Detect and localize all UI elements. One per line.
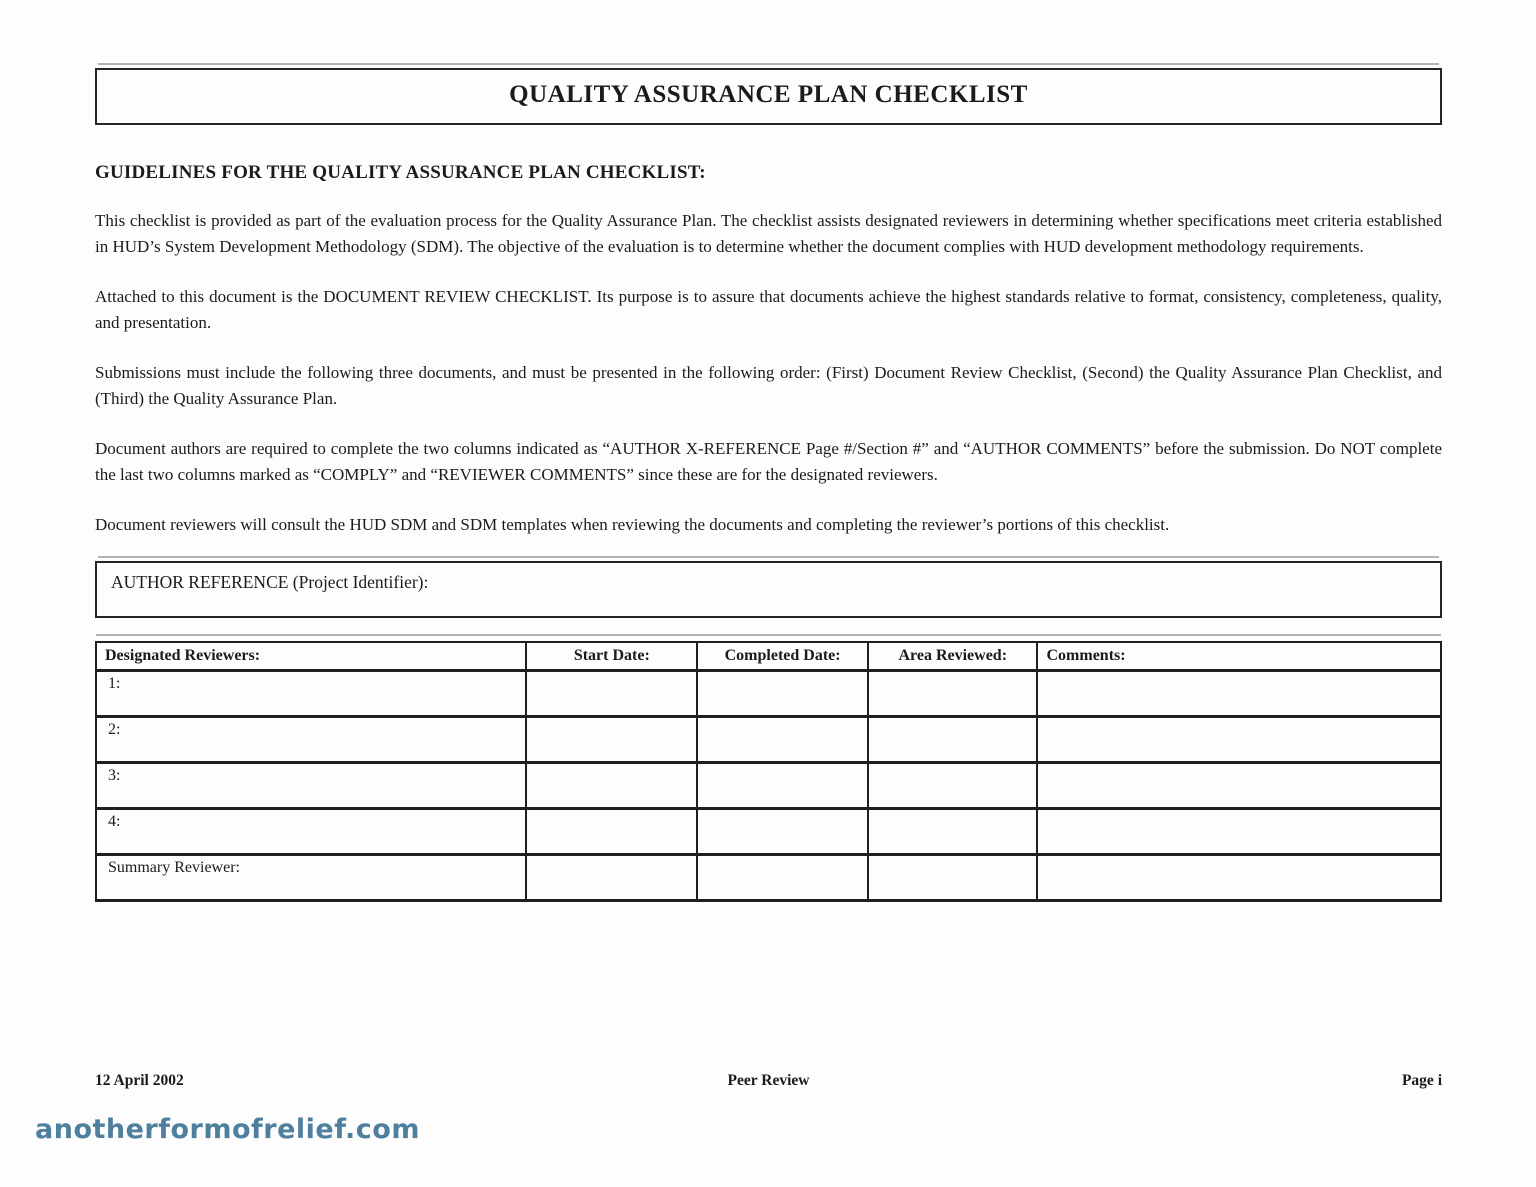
page-footer (95, 1072, 1442, 1090)
footer-title: Peer Review (727, 1072, 810, 1089)
table-row-summary-reviewer (96, 854, 1441, 900)
author-reference-box (95, 561, 1442, 618)
col-header-start-date: Start Date: (526, 642, 697, 670)
paragraph-reviewer-consult: Document reviewers will consult the HUD SDM and SDM templates when reviewing the documents and completing the reviewer’s portions of this checklist. (95, 515, 1170, 534)
designated-reviewers-table (95, 641, 1442, 902)
comments-cell (1037, 808, 1441, 854)
document-content (95, 0, 1442, 902)
area-reviewed-cell (868, 854, 1037, 900)
watermark: anotherformofrelief.com (35, 1114, 420, 1145)
footer-date: 12 April 2002 (95, 1072, 184, 1089)
col-header-comments: Comments: (1037, 642, 1441, 670)
area-reviewed-cell (868, 762, 1037, 808)
paragraph-submissions-order: Submissions must include the following three documents, and must be presented in the following order: (First) Document Review Checklist, (Second) the Quality Assurance Plan Checklist, and (Third) the Quality Assurance Plan. (95, 363, 1442, 408)
completed-date-cell (697, 854, 868, 900)
comments-cell (1037, 716, 1441, 762)
paragraph-overview: This checklist is provided as part of the evaluation process for the Quality Assurance Plan. The checklist assists designated reviewers in determining whether specifications meet criteria established in HUD’s System Development Methodology (SDM). The objective of the evaluation is to determine whether the document complies with HUD development methodology requirements. (95, 211, 1442, 256)
start-date-cell (526, 716, 697, 762)
start-date-cell (526, 854, 697, 900)
reviewer-label-cell: Summary Reviewer: (96, 854, 526, 900)
completed-date-cell (697, 762, 868, 808)
table-row-reviewer-2 (96, 716, 1441, 762)
col-header-designated-reviewers: Designated Reviewers: (96, 642, 526, 670)
table-row-reviewer-4 (96, 808, 1441, 854)
col-header-area-reviewed: Area Reviewed: (868, 642, 1037, 670)
comments-cell (1037, 670, 1441, 716)
col-header-completed-date: Completed Date: (697, 642, 868, 670)
area-reviewed-cell (868, 716, 1037, 762)
guidelines-heading: GUIDELINES FOR THE QUALITY ASSURANCE PLAN CHECKLIST: (95, 162, 706, 183)
reviewers-table-wrap (95, 641, 1442, 902)
start-date-cell (526, 808, 697, 854)
completed-date-cell (697, 716, 868, 762)
completed-date-cell (697, 670, 868, 716)
reviewer-label-cell: 2: (96, 716, 526, 762)
start-date-cell (526, 762, 697, 808)
table-row-reviewer-3 (96, 762, 1441, 808)
table-header-row (96, 642, 1441, 670)
document-title: QUALITY ASSURANCE PLAN CHECKLIST (509, 81, 1028, 108)
comments-cell (1037, 762, 1441, 808)
table-row-reviewer-1 (96, 670, 1441, 716)
reviewer-label-cell: 4: (96, 808, 526, 854)
reviewer-label-cell: 1: (96, 670, 526, 716)
paragraph-attached-checklist: Attached to this document is the DOCUMENT REVIEW CHECKLIST. Its purpose is to assure that documents achieve the highest standards relative to format, consistency, completeness, quality, and presentation. (95, 287, 1442, 332)
start-date-cell (526, 670, 697, 716)
area-reviewed-cell (868, 670, 1037, 716)
paragraph-author-columns: Document authors are required to complete the two columns indicated as “AUTHOR X-REFERENCE Page #/Section #” and “AUTHOR COMMENTS” before the submission. Do NOT complete the last two columns marked as “COMPLY” and “REVIEWER COMMENTS” since these are for the designated reviewers. (95, 439, 1442, 484)
title-box (95, 68, 1442, 125)
completed-date-cell (697, 808, 868, 854)
footer-page-number: Page i (1401, 1072, 1442, 1089)
author-reference-label: AUTHOR REFERENCE (Project Identifier): (111, 572, 429, 592)
reviewer-label-cell: 3: (96, 762, 526, 808)
comments-cell (1037, 854, 1441, 900)
area-reviewed-cell (868, 808, 1037, 854)
